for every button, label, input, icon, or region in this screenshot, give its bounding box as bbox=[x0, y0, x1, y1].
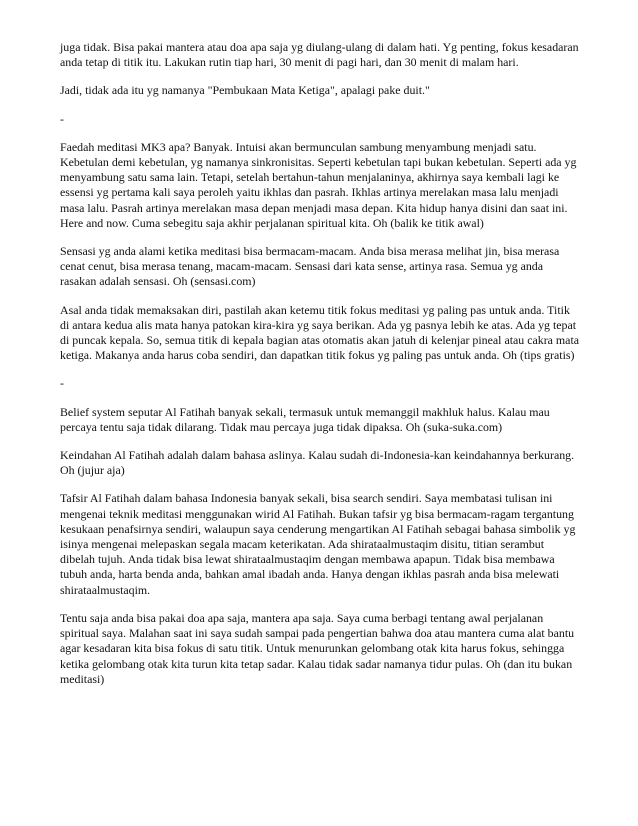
paragraph-9: Tentu saja anda bisa pakai doa apa saja, mantera apa saja. Saya cuma berbagi tentang awal perjalanan spiritual saya. Malahan saat ini saya sudah sampai pada pengertian bahwa doa atau mantera cuma alat bantu agar kesadaran kita bisa fokus di satu titik. Untuk menurunkan gelombang otak kita harus fokus, sehingga ketika gelombang otak kita turun kita tetap sadar. Kalau tidak sadar namanya tidur pulas. Oh (dan itu bukan meditasi) bbox=[60, 610, 575, 686]
paragraph-8: Tafsir Al Fatihah dalam bahasa Indonesia banyak sekali, bisa search sendiri. Saya membatasi tulisan ini mengenai teknik meditasi menggunakan wirid Al Fatihah. Bukan tafsir yg bisa bermacam-ragam tergantung kesukaan penafsirnya sendiri, walaupun saya cenderung mengartikan Al Fatihah sebagai bahasa simbolik yg isinya mengenai melepaskan segala macam keterikatan. Ada shirataalmustaqim disitu, titian serambut dibelah tujuh. Anda tidak bisa lewat shirataalmustaqim dengan membawa apapun. Tidak bisa membawa tubuh anda, harta benda anda, bahkan amal ibadah anda. Hanya dengan ikhlas pasrah anda bisa melewati shirataalmustaqim. bbox=[60, 491, 576, 597]
paragraph-7: Keindahan Al Fatihah adalah dalam bahasa aslinya. Kalau sudah di-Indonesia-kan keindahannya berkurang. Oh (jujur aja) bbox=[60, 448, 575, 478]
separator-2: - bbox=[60, 376, 64, 391]
paragraph-1: juga tidak. Bisa pakai mantera atau doa apa saja yg diulang-ulang di dalam hati. Yg penting, fokus kesadaran anda tetap di titik itu. Lakukan rutin tiap hari, 30 menit di pagi hari, dan 30 menit di malam hari. bbox=[60, 40, 579, 70]
paragraph-6: Belief system seputar Al Fatihah banyak sekali, termasuk untuk memanggil makhluk halus. Kalau mau percaya tentu saja tidak dilarang. Tidak mau percaya juga tidak dipaksa. Oh (suka-suka.com) bbox=[60, 404, 550, 434]
separator-1: - bbox=[60, 111, 64, 126]
paragraph-3: Faedah meditasi MK3 apa? Banyak. Intuisi akan bermunculan sambung menyambung menjadi satu. Kebetulan demi kebetulan, yg namanya sinkronisitas. Seperti kebetulan tapi bukan kebetulan. Seperti ada yg menyambung satu sama lain. Tetapi, setelah bertahun-tahun menjalaninya, akhirnya saya kembali lagi ke essensi yg pertama kali saya peroleh yaitu ikhlas dan pasrah. Ikhlas artinya merelakan masa lalu menjadi masa lalu. Pasrah artinya merelakan masa depan menjadi masa depan. Kita hidup hanya disini dan saat ini. Here and now. Cuma sebegitu saja akhir perjalanan spiritual kita. Oh (balik ke titik awal) bbox=[60, 139, 577, 230]
paragraph-2: Jadi, tidak ada itu yg namanya "Pembukaan Mata Ketiga", apalagi pake duit." bbox=[60, 83, 430, 98]
paragraph-4: Sensasi yg anda alami ketika meditasi bisa bermacam-macam. Anda bisa merasa melihat jin, bisa merasa cenat cenut, bisa merasa tenang, macam-macam. Sensasi dari kata sense, artinya rasa. Semua yg anda rasakan adalah sensasi. Oh (sensasi.com) bbox=[60, 244, 560, 289]
document-body bbox=[60, 40, 580, 700]
paragraph-5: Asal anda tidak memaksakan diri, pastilah akan ketemu titik fokus meditasi yg paling pas untuk anda. Titik di antara kedua alis mata hanya patokan kira-kira yg saya berikan. Ada yg pasnya lebih ke atas. Ada yg tepat di puncak kepala. So, semua titik di kepala bagian atas otomatis akan jatuh di kelenjar pineal atau cakra mata ketiga. Makanya anda harus coba sendiri, dan dapatkan titik fokus yg paling pas untuk anda. Oh (tips gratis) bbox=[60, 302, 580, 363]
